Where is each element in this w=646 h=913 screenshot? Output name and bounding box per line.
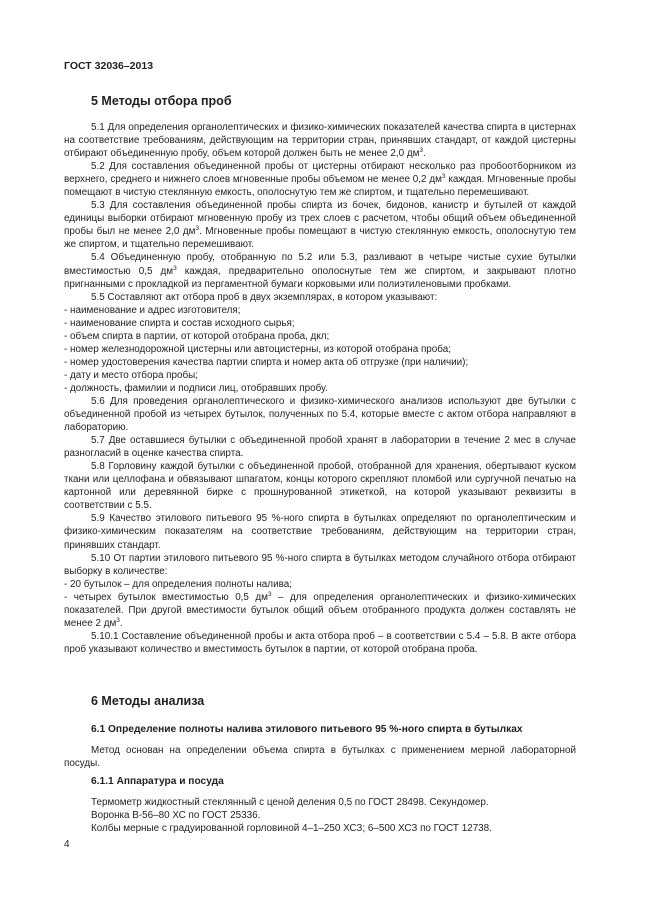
paragraph-5-10-1: 5.10.1 Составление объединенной пробы и акта отбора проб – в соответствии с 5.4 – 5.8. В акте отбора проб указывают количество и вместимость бутылок в партии, от которой отобрана проба.	[64, 630, 576, 655]
list-item: - дату и место отбора пробы;	[64, 369, 199, 381]
paragraph-5-6: 5.6 Для проведения органолептического и физико-химического анализов используют две бутылки с объединенной пробой из четырех бутылок, полученных по 5.4, которые вместе с актом отбора направляют в лабораторию.	[64, 395, 576, 434]
list-item: - наименование и адрес изготовителя;	[64, 304, 241, 316]
paragraph-5-3: 5.3 Для составления объединенной пробы спирта из бочек, бидонов, канистр и бутылей от каждой единицы выборки отбирают мгновенную пробу из трех слоев с расчетом, чтобы общий объем объединенной пробы был не менее 2,0 $дм^3$. Мгновенные пробы помещают в чистую стеклянную емкость, ополоснутую тем же спиртом, и тщательно перемешивают.	[64, 200, 576, 251]
paragraph-5-4: 5.4 Объединенную пробу, отобранную по 5.2 или 5.3, разливают в четыре чистые сухие бутылки вместимостью 0,5 $дм^3$ каждая, предварительно ополоснутые тем же спиртом, и закрывают плотно пригнанными с прокладкой из пергаментной бумаги корковыми или полиэтиленовыми пробками.	[64, 252, 576, 290]
equipment-item: Колбы мерные с градуированной горловиной 4–1–250 ХСЗ; 6–500 ХСЗ по ГОСТ 12738.	[91, 823, 492, 835]
paragraph-5-1: 5.1 Для определения органолептических и физико-химических показателей качества спирта в цистернах на соответствие требованиям, действующим на территории стран, принявших стандарт, от каждой цистерны отбирают объединенную пробу, объем которой должен быть не менее 2,0 $дм^3$.	[64, 122, 576, 160]
standard-header: ГОСТ 32036–2013	[64, 60, 154, 72]
paragraph-5-5: 5.5 Составляют акт отбора проб в двух экземплярах, в котором указывают:	[91, 291, 438, 303]
list-item: - должность, фамилии и подписи лиц, отобравших пробу.	[64, 382, 328, 394]
section-5-heading: 5 Методы отбора проб	[91, 94, 232, 108]
paragraph-5-7: 5.7 Две оставшиеся бутылки с объединенной пробой хранят в лаборатории в течение 2 мес в случае разногласий в оценке качества спирта.	[64, 435, 576, 460]
paragraph-5-8: 5.8 Горловину каждой бутылки с объединенной пробой, отобранной для хранения, обертывают куском ткани или целлофана и обвязывают шпагатом, концы которого скрепляют пломбой или сургучной печатью на картонной или деревянной бирке с прошнурованной этикеткой, на которой указывают реквизиты в соответствии с 5.5.	[64, 461, 576, 512]
paragraph-5-10: 5.10 От партии этилового питьевого 95 %-ного спирта в бутылках методом случайного отбора отбирают выборку в количестве:	[64, 552, 576, 577]
section-6-1-heading: 6.1 Определение полноты налива этилового питьевого 95 %-ного спирта в бутылках	[91, 724, 523, 735]
paragraph-6-1: Метод основан на определении объема спирта в бутылках с применением мерной лабораторной посуды.	[64, 745, 576, 770]
list-item: - объем спирта в партии, от которой отобрана проба, дкл;	[64, 330, 330, 342]
section-6-1-1-heading: 6.1.1 Аппаратура и посуда	[91, 776, 224, 787]
list-item: - наименование спирта и состав исходного сырья;	[64, 317, 295, 329]
list-item: - номер удостоверения качества партии спирта и номер акта об отгрузке (при наличии);	[64, 356, 469, 368]
paragraph-5-9: 5.9 Качество этилового питьевого 95 %-ного спирта в бутылках определяют по органолептическим и физико-химическим показателям на соответствие требованиям, действующим на территории стран, принявших стандарт.	[64, 513, 576, 551]
equipment-list	[64, 796, 576, 835]
list-item: - 20 бутылок – для определения полноты налива;	[64, 578, 292, 590]
paragraph-5-2: 5.2 Для составления объединенной пробы от цистерны отбирают несколько раз пробоотборником из верхнего, среднего и нижнего слоев мгновенные пробы объемом не менее 0,2 $дм^3$ каждая. Мгновенные пробы помещают в чистую стеклянную емкость, ополоснутую тем же спиртом, и тщательно перемешивают.	[64, 161, 576, 199]
section-6-1-body	[64, 744, 576, 770]
equipment-item: Воронка В-56–80 ХС по ГОСТ 25336.	[91, 810, 261, 822]
page-number: 4	[64, 839, 70, 850]
section-5-body	[64, 121, 576, 656]
list-item: - номер железнодорожной цистерны или автоцистерны, из которой отобрана проба;	[64, 343, 451, 355]
list-item: - четырех бутылок вместимостью 0,5 $дм^3$ – для определения органолептических и физико-химических показателей. При другой вместимости бутылок общий объем отобранного продукта должен составлять не менее 2 $дм^3$.	[64, 590, 576, 629]
section-6-heading: 6 Методы анализа	[91, 694, 205, 708]
equipment-item: Термометр жидкостный стеклянный с ценой деления 0,5 по ГОСТ 28498. Секундомер.	[91, 797, 489, 808]
